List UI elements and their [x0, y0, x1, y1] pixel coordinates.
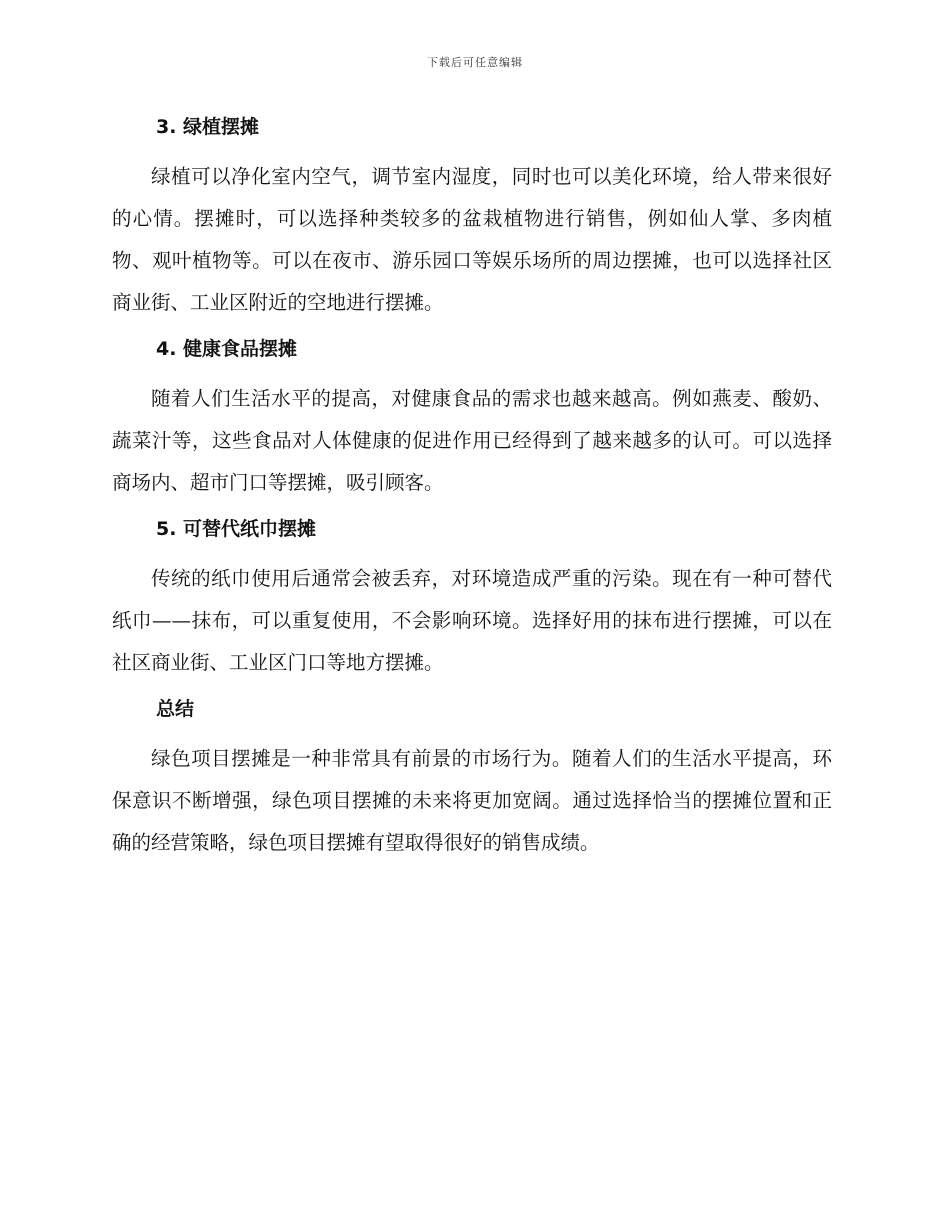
section-tissue-alternative: [112, 514, 832, 684]
section-heading: 5. 可替代纸巾摆摊: [156, 518, 317, 540]
section-heading: 3. 绿植摆摊: [156, 116, 260, 138]
section-paragraph: 绿植可以净化室内空气，调节室内湿度，同时也可以美化环境，给人带来很好的心情。摆摊时，可以选择种类较多的盆栽植物进行销售，例如仙人掌、多肉植物、观叶植物等。可以在夜市、游乐园口等娱乐场所的周边摆摊，也可以选择社区商业街、工业区附近的空地进行摆摊。: [112, 165, 832, 314]
section-heading: 总结: [156, 698, 195, 720]
section-paragraph: 随着人们生活水平的提高，对健康食品的需求也越来越高。例如燕麦、酸奶、蔬菜汁等，这些食品对人体健康的促进作用已经得到了越来越多的认可。可以选择商场内、超市门口等摆摊，吸引顾客。: [112, 387, 832, 494]
section-heading: 4. 健康食品摆摊: [156, 338, 298, 360]
section-healthy-food: [112, 334, 832, 504]
section-paragraph: 传统的纸巾使用后通常会被丢弃，对环境造成严重的污染。现在有一种可替代纸巾——抹布，可以重复使用，不会影响环境。选择好用的抹布进行摆摊，可以在社区商业街、工业区门口等地方摆摊。: [112, 567, 832, 674]
section-summary: [112, 694, 832, 864]
section-green-plants: [112, 112, 832, 324]
document-body: [112, 112, 832, 874]
page-header: 下载后可任意编辑: [427, 56, 523, 69]
section-paragraph: 绿色项目摆摊是一种非常具有前景的市场行为。随着人们的生活水平提高，环保意识不断增强，绿色项目摆摊的未来将更加宽阔。通过选择恰当的摆摊位置和正确的经营策略，绿色项目摆摊有望取得很好的销售成绩。: [112, 747, 832, 854]
